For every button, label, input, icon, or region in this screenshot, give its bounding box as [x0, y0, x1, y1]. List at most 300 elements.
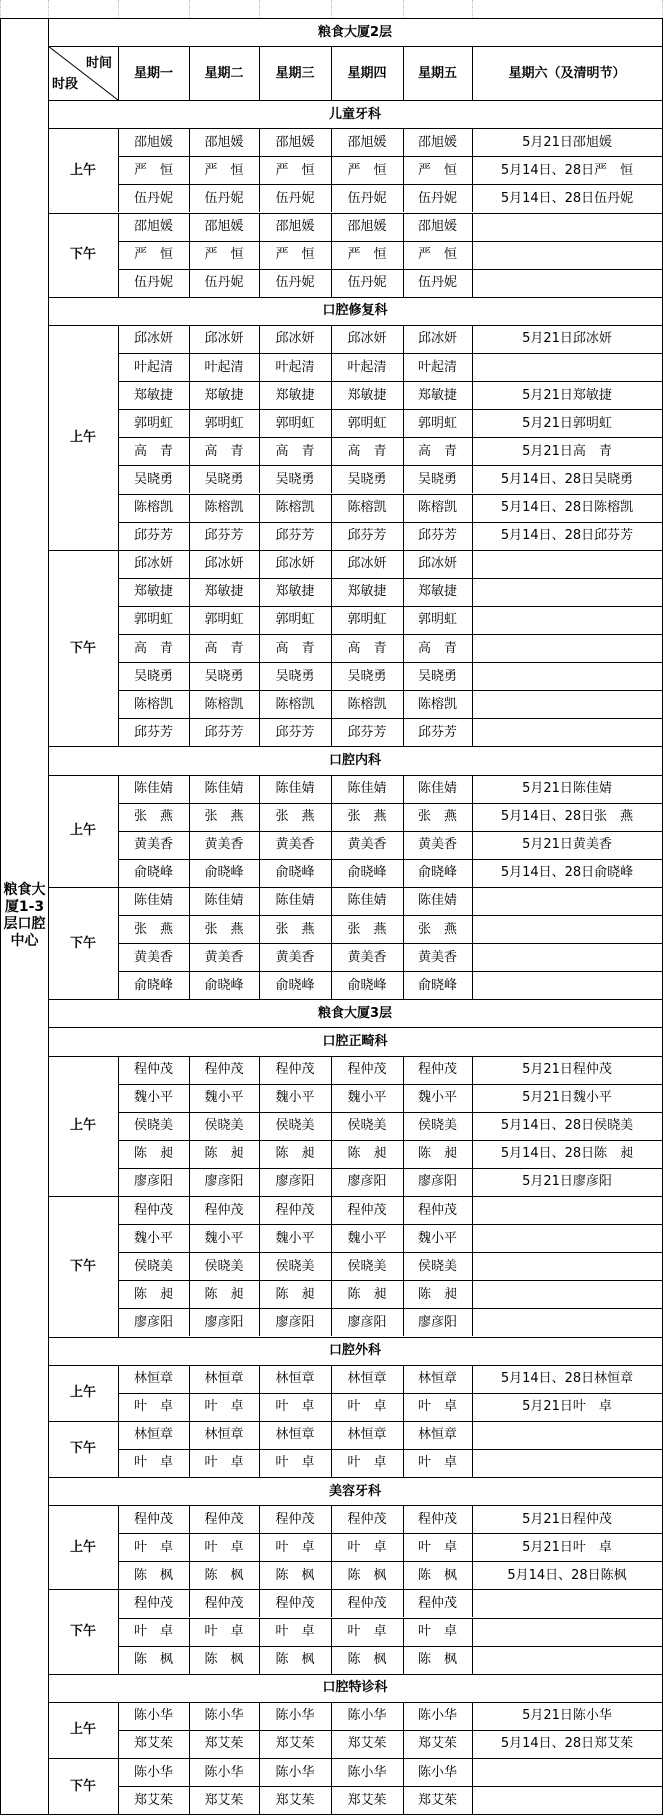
- doctor-name: 郑敏捷: [204, 387, 244, 403]
- department-title: 美容牙科: [328, 1483, 381, 1499]
- saturday-note: [472, 1646, 662, 1674]
- saturday-note: 5月21日叶 卓: [522, 1539, 612, 1555]
- doctor-name: 林恒章: [417, 1427, 457, 1443]
- saturday-note: 5月21日高 青: [522, 443, 612, 459]
- doctor-name: 邱冰妍: [204, 556, 244, 572]
- doctor-name: 叶 卓: [204, 1399, 244, 1415]
- doctor-name: 陈小华: [133, 1764, 173, 1780]
- saturday-note: [472, 943, 662, 971]
- doctor-name: 郭明虹: [275, 415, 315, 431]
- saturday-note: [472, 634, 662, 662]
- day-header: 星期五: [417, 65, 457, 81]
- saturday-note: [472, 578, 662, 606]
- doctor-name: 陈佳婧: [417, 781, 457, 797]
- col-border: [189, 46, 190, 100]
- doctor-name: 高 青: [133, 640, 173, 656]
- doctor-name: 程仲茂: [417, 1062, 457, 1078]
- doctor-name: 郑敏捷: [204, 584, 244, 600]
- doctor-name: 侯晓美: [204, 1118, 244, 1134]
- doctor-name: 吴晓勇: [275, 668, 315, 684]
- period-label: 下午: [69, 247, 96, 263]
- col-border: [403, 46, 404, 100]
- doctor-name: 陈榕凯: [133, 500, 173, 516]
- doctor-name: 邵旭媛: [133, 219, 173, 235]
- center-column-border: [48, 18, 49, 1814]
- doctor-name: 严 恒: [133, 162, 173, 178]
- period-label: 上午: [69, 1385, 96, 1401]
- doctor-name: 魏小平: [133, 1230, 173, 1246]
- doctor-name: 郑艾茱: [417, 1736, 457, 1752]
- doctor-name: 郑敏捷: [347, 584, 387, 600]
- doctor-name: 廖彦阳: [275, 1314, 315, 1330]
- period-label: 上午: [69, 162, 96, 178]
- doctor-name: 林恒章: [204, 1371, 244, 1387]
- doctor-name: 侯晓美: [417, 1258, 457, 1274]
- doctor-name: 程仲茂: [204, 1595, 244, 1611]
- doctor-name: 郑艾茱: [204, 1736, 244, 1752]
- doctor-name: 俞晓峰: [275, 977, 315, 993]
- doctor-name: 魏小平: [417, 1090, 457, 1106]
- doctor-name: 高 青: [347, 640, 387, 656]
- doctor-name: 邱芬芳: [275, 528, 315, 544]
- doctor-name: 郑敏捷: [133, 584, 173, 600]
- doctor-name: 侯晓美: [204, 1258, 244, 1274]
- doctor-name: 廖彦阳: [275, 1174, 315, 1190]
- doctor-name: 邱芬芳: [204, 724, 244, 740]
- doctor-name: 林恒章: [204, 1427, 244, 1443]
- doctor-name: 叶 卓: [204, 1539, 244, 1555]
- corner-time-label: 时间: [85, 56, 112, 72]
- doctor-name: 郑艾茱: [133, 1792, 173, 1808]
- doctor-name: 陈 枫: [347, 1652, 387, 1668]
- doctor-name: 伍丹妮: [204, 275, 244, 291]
- doctor-name: 陈佳婧: [275, 781, 315, 797]
- doctor-name: 廖彦阳: [347, 1174, 387, 1190]
- saturday-note: 5月14日、28日侯晓美: [500, 1118, 634, 1134]
- saturday-note: [472, 1252, 662, 1280]
- sheet-gridline: [662, 0, 663, 18]
- doctor-name: 陈 昶: [347, 1286, 387, 1302]
- saturday-note: 5月21日郑敏捷: [522, 387, 612, 403]
- doctor-name: 吴晓勇: [347, 668, 387, 684]
- saturday-note: [472, 1589, 662, 1617]
- saturday-note: 5月14日、28日陈枫: [507, 1567, 627, 1583]
- doctor-name: 张 燕: [204, 921, 244, 937]
- doctor-name: 伍丹妮: [417, 190, 457, 206]
- doctor-name: 林恒章: [275, 1371, 315, 1387]
- doctor-name: 俞晓峰: [275, 865, 315, 881]
- department-title: 口腔修复科: [322, 303, 388, 319]
- doctor-name: 魏小平: [204, 1090, 244, 1106]
- doctor-name: 叶 卓: [204, 1624, 244, 1640]
- department-title: 口腔外科: [328, 1343, 381, 1359]
- doctor-name: 吴晓勇: [417, 668, 457, 684]
- doctor-name: 严 恒: [417, 162, 457, 178]
- saturday-note: 5月14日、28日邱芬芳: [500, 528, 634, 544]
- doctor-name: 黄美香: [417, 837, 457, 853]
- doctor-name: 程仲茂: [347, 1062, 387, 1078]
- sheet-gridline: [48, 0, 49, 18]
- doctor-name: 高 青: [347, 443, 387, 459]
- doctor-name: 陈小华: [275, 1708, 315, 1724]
- doctor-name: 陈小华: [133, 1708, 173, 1724]
- doctor-name: 程仲茂: [133, 1202, 173, 1218]
- doctor-name: 伍丹妮: [204, 190, 244, 206]
- doctor-name: 陈 昶: [417, 1286, 457, 1302]
- doctor-name: 叶 卓: [347, 1399, 387, 1415]
- doctor-name: 陈榕凯: [204, 500, 244, 516]
- doctor-name: 邵旭媛: [133, 134, 173, 150]
- saturday-note: [472, 971, 662, 999]
- doctor-name: 叶 卓: [133, 1624, 173, 1640]
- doctor-name: 邱芬芳: [347, 724, 387, 740]
- doctor-name: 陈榕凯: [133, 696, 173, 712]
- doctor-name: 张 燕: [133, 809, 173, 825]
- doctor-name: 俞晓峰: [204, 865, 244, 881]
- saturday-note: [472, 1224, 662, 1252]
- doctor-name: 林恒章: [347, 1371, 387, 1387]
- doctor-name: 张 燕: [275, 921, 315, 937]
- doctor-name: 黄美香: [275, 949, 315, 965]
- doctor-name: 陈佳婧: [417, 893, 457, 909]
- saturday-note: [472, 1618, 662, 1646]
- col-border: [118, 46, 119, 100]
- doctor-name: 陈 昶: [133, 1146, 173, 1162]
- doctor-name: 程仲茂: [417, 1595, 457, 1611]
- period-label: 下午: [69, 1778, 96, 1794]
- doctor-name: 叶 卓: [275, 1399, 315, 1415]
- doctor-name: 陈小华: [417, 1708, 457, 1724]
- doctor-name: 黄美香: [204, 949, 244, 965]
- doctor-name: 陈榕凯: [417, 696, 457, 712]
- doctor-name: 高 青: [275, 443, 315, 459]
- doctor-name: 陈小华: [204, 1764, 244, 1780]
- doctor-name: 叶起清: [417, 359, 457, 375]
- doctor-name: 陈佳婧: [204, 781, 244, 797]
- doctor-name: 邱芬芳: [275, 724, 315, 740]
- doctor-name: 侯晓美: [133, 1258, 173, 1274]
- saturday-note: 5月21日陈佳婧: [522, 781, 612, 797]
- doctor-name: 郭明虹: [133, 415, 173, 431]
- saturday-note: 5月21日廖彦阳: [522, 1174, 612, 1190]
- doctor-name: 魏小平: [275, 1090, 315, 1106]
- doctor-name: 程仲茂: [275, 1062, 315, 1078]
- sheet-gridline: [403, 0, 404, 18]
- saturday-note: 5月21日程仲茂: [522, 1062, 612, 1078]
- doctor-name: 郑艾茱: [417, 1792, 457, 1808]
- day-header: 星期一: [133, 65, 173, 81]
- sheet-gridline: [0, 0, 1, 18]
- doctor-name: 陈榕凯: [204, 696, 244, 712]
- saturday-note: [472, 718, 662, 746]
- saturday-note: 5月21日陈小华: [522, 1708, 612, 1724]
- doctor-name: 陈 枫: [133, 1567, 173, 1583]
- doctor-name: 程仲茂: [417, 1511, 457, 1527]
- doctor-name: 黄美香: [133, 949, 173, 965]
- doctor-name: 陈佳婧: [347, 781, 387, 797]
- doctor-name: 邱冰妍: [275, 556, 315, 572]
- doctor-name: 严 恒: [204, 162, 244, 178]
- doctor-name: 俞晓峰: [204, 977, 244, 993]
- doctor-name: 郭明虹: [417, 415, 457, 431]
- day-header: 星期二: [204, 65, 244, 81]
- doctor-name: 俞晓峰: [417, 977, 457, 993]
- doctor-name: 高 青: [204, 640, 244, 656]
- sheet-gridline: [331, 0, 332, 18]
- doctor-name: 邵旭媛: [275, 134, 315, 150]
- period-label: 下午: [69, 1441, 96, 1457]
- doctor-name: 陈 昶: [204, 1146, 244, 1162]
- doctor-name: 陈 枫: [417, 1567, 457, 1583]
- doctor-name: 郭明虹: [133, 612, 173, 628]
- doctor-name: 邱芬芳: [133, 528, 173, 544]
- doctor-name: 郑敏捷: [275, 387, 315, 403]
- doctor-name: 郑敏捷: [417, 387, 457, 403]
- doctor-name: 陈 枫: [275, 1567, 315, 1583]
- doctor-name: 陈小华: [347, 1764, 387, 1780]
- saturday-note: [472, 1308, 662, 1336]
- saturday-note: 5月21日魏小平: [522, 1090, 612, 1106]
- sheet-gridline: [118, 0, 119, 18]
- doctor-name: 郭明虹: [275, 612, 315, 628]
- saturday-note: 5月14日、28日林恒章: [500, 1371, 634, 1387]
- doctor-name: 伍丹妮: [347, 275, 387, 291]
- doctor-name: 邱芬芳: [347, 528, 387, 544]
- doctor-name: 郑艾茱: [347, 1736, 387, 1752]
- sheet-gridline: [189, 0, 190, 18]
- doctor-name: 廖彦阳: [133, 1314, 173, 1330]
- doctor-name: 邱芬芳: [204, 528, 244, 544]
- doctor-name: 程仲茂: [347, 1595, 387, 1611]
- saturday-note: 5月14日、28日伍丹妮: [500, 190, 634, 206]
- doctor-name: 邱冰妍: [275, 331, 315, 347]
- doctor-name: 陈榕凯: [347, 696, 387, 712]
- doctor-name: 叶 卓: [347, 1455, 387, 1471]
- doctor-name: 邵旭媛: [347, 134, 387, 150]
- doctor-name: 陈 枫: [275, 1652, 315, 1668]
- saturday-note: 5月14日、28日俞晓峰: [500, 865, 634, 881]
- doctor-name: 程仲茂: [275, 1595, 315, 1611]
- saturday-note: [472, 1758, 662, 1786]
- doctor-name: 廖彦阳: [417, 1314, 457, 1330]
- period-label: 下午: [69, 935, 96, 951]
- saturday-note: [472, 1280, 662, 1308]
- doctor-name: 郑敏捷: [133, 387, 173, 403]
- period-label: 上午: [69, 1118, 96, 1134]
- doctor-name: 吴晓勇: [347, 471, 387, 487]
- doctor-name: 陈 昶: [204, 1286, 244, 1302]
- doctor-name: 叶 卓: [133, 1399, 173, 1415]
- doctor-name: 吴晓勇: [133, 471, 173, 487]
- doctor-name: 郭明虹: [204, 612, 244, 628]
- doctor-name: 张 燕: [347, 809, 387, 825]
- saturday-note: 5月14日、28日郑艾茱: [500, 1736, 634, 1752]
- period-label: 上午: [69, 823, 96, 839]
- doctor-name: 俞晓峰: [347, 865, 387, 881]
- doctor-name: 严 恒: [133, 247, 173, 263]
- doctor-name: 陈佳婧: [347, 893, 387, 909]
- saturday-note: 5月21日黄美香: [522, 837, 612, 853]
- doctor-name: 郭明虹: [417, 612, 457, 628]
- saturday-note: [472, 662, 662, 690]
- doctor-name: 高 青: [417, 443, 457, 459]
- saturday-note: [472, 915, 662, 943]
- doctor-name: 叶 卓: [275, 1455, 315, 1471]
- doctor-name: 吴晓勇: [417, 471, 457, 487]
- day-header: 星期六（及清明节）: [508, 65, 626, 81]
- doctor-name: 俞晓峰: [133, 977, 173, 993]
- doctor-name: 陈 枫: [204, 1567, 244, 1583]
- doctor-name: 黄美香: [347, 837, 387, 853]
- saturday-note: 5月14日、28日张 燕: [500, 809, 634, 825]
- doctor-name: 郑敏捷: [347, 387, 387, 403]
- saturday-note: [472, 269, 662, 297]
- doctor-name: 叶起清: [347, 359, 387, 375]
- doctor-name: 陈榕凯: [347, 500, 387, 516]
- saturday-note: [472, 1196, 662, 1224]
- doctor-name: 郭明虹: [347, 612, 387, 628]
- doctor-name: 严 恒: [417, 247, 457, 263]
- doctor-name: 陈 枫: [133, 1652, 173, 1668]
- doctor-name: 伍丹妮: [275, 275, 315, 291]
- doctor-name: 伍丹妮: [133, 190, 173, 206]
- period-label: 上午: [69, 1539, 96, 1555]
- doctor-name: 程仲茂: [275, 1511, 315, 1527]
- period-label: 上午: [69, 1722, 96, 1738]
- doctor-name: 邵旭媛: [204, 219, 244, 235]
- doctor-name: 张 燕: [133, 921, 173, 937]
- doctor-name: 俞晓峰: [133, 865, 173, 881]
- doctor-name: 陈榕凯: [417, 500, 457, 516]
- doctor-name: 邱冰妍: [417, 331, 457, 347]
- day-header: 星期四: [347, 65, 387, 81]
- doctor-name: 侯晓美: [347, 1258, 387, 1274]
- col-border: [472, 46, 473, 100]
- doctor-name: 叶起清: [133, 359, 173, 375]
- doctor-name: 伍丹妮: [133, 275, 173, 291]
- doctor-name: 邱芬芳: [133, 724, 173, 740]
- doctor-name: 邵旭媛: [275, 219, 315, 235]
- doctor-name: 高 青: [133, 443, 173, 459]
- doctor-name: 廖彦阳: [133, 1174, 173, 1190]
- period-label: 下午: [69, 640, 96, 656]
- doctor-name: 叶 卓: [275, 1624, 315, 1640]
- doctor-name: 叶 卓: [347, 1539, 387, 1555]
- saturday-note: 5月21日郭明虹: [522, 415, 612, 431]
- doctor-name: 黄美香: [204, 837, 244, 853]
- doctor-name: 廖彦阳: [204, 1314, 244, 1330]
- doctor-name: 陈 昶: [275, 1146, 315, 1162]
- doctor-name: 陈 昶: [417, 1146, 457, 1162]
- doctor-name: 陈佳婧: [133, 893, 173, 909]
- doctor-name: 严 恒: [275, 247, 315, 263]
- doctor-name: 严 恒: [347, 247, 387, 263]
- doctor-name: 陈佳婧: [133, 781, 173, 797]
- doctor-name: 程仲茂: [133, 1062, 173, 1078]
- saturday-note: 5月21日邱冰妍: [522, 331, 612, 347]
- doctor-name: 侯晓美: [347, 1118, 387, 1134]
- saturday-note: [472, 690, 662, 718]
- col-border: [331, 46, 332, 100]
- doctor-name: 郑敏捷: [417, 584, 457, 600]
- doctor-name: 伍丹妮: [347, 190, 387, 206]
- doctor-name: 邱芬芳: [417, 724, 457, 740]
- doctor-name: 邱冰妍: [417, 556, 457, 572]
- doctor-name: 魏小平: [347, 1090, 387, 1106]
- doctor-name: 邵旭媛: [417, 134, 457, 150]
- doctor-name: 程仲茂: [204, 1511, 244, 1527]
- doctor-name: 郑艾茱: [275, 1736, 315, 1752]
- doctor-name: 陈 枫: [347, 1567, 387, 1583]
- doctor-name: 陈榕凯: [275, 696, 315, 712]
- doctor-name: 邵旭媛: [347, 219, 387, 235]
- saturday-note: 5月21日邵旭媛: [522, 134, 612, 150]
- floor-title: 粮食大厦3层: [317, 1005, 393, 1021]
- saturday-note: [472, 1421, 662, 1449]
- doctor-name: 陈榕凯: [275, 500, 315, 516]
- doctor-name: 黄美香: [347, 949, 387, 965]
- saturday-note: [472, 353, 662, 381]
- doctor-name: 叶 卓: [347, 1624, 387, 1640]
- doctor-name: 严 恒: [275, 162, 315, 178]
- doctor-name: 黄美香: [133, 837, 173, 853]
- doctor-name: 高 青: [275, 640, 315, 656]
- doctor-name: 廖彦阳: [417, 1174, 457, 1190]
- sheet-gridline: [259, 0, 260, 18]
- doctor-name: 叶 卓: [417, 1399, 457, 1415]
- doctor-name: 程仲茂: [347, 1511, 387, 1527]
- doctor-name: 陈小华: [347, 1708, 387, 1724]
- table-right-border: [662, 18, 663, 1815]
- doctor-name: 俞晓峰: [417, 865, 457, 881]
- doctor-name: 郭明虹: [204, 415, 244, 431]
- doctor-name: 程仲茂: [133, 1595, 173, 1611]
- doctor-name: 严 恒: [347, 162, 387, 178]
- doctor-name: 侯晓美: [417, 1118, 457, 1134]
- doctor-name: 魏小平: [275, 1230, 315, 1246]
- doctor-name: 邱冰妍: [347, 331, 387, 347]
- department-title: 儿童牙科: [328, 106, 381, 122]
- doctor-name: 吴晓勇: [275, 471, 315, 487]
- doctor-name: 郑艾茱: [133, 1736, 173, 1752]
- saturday-note: [472, 606, 662, 634]
- doctor-name: 陈 枫: [417, 1652, 457, 1668]
- doctor-name: 叶 卓: [275, 1539, 315, 1555]
- doctor-name: 陈 枫: [204, 1652, 244, 1668]
- doctor-name: 林恒章: [133, 1427, 173, 1443]
- doctor-name: 张 燕: [204, 809, 244, 825]
- doctor-name: 黄美香: [417, 949, 457, 965]
- doctor-name: 伍丹妮: [417, 275, 457, 291]
- doctor-name: 魏小平: [204, 1230, 244, 1246]
- doctor-name: 程仲茂: [133, 1511, 173, 1527]
- doctor-name: 叶 卓: [417, 1455, 457, 1471]
- saturday-note: [472, 550, 662, 578]
- doctor-name: 高 青: [204, 443, 244, 459]
- col-border: [259, 46, 260, 100]
- doctor-name: 郭明虹: [347, 415, 387, 431]
- doctor-name: 陈小华: [417, 1764, 457, 1780]
- floor-title: 粮食大厦2层: [317, 24, 393, 40]
- saturday-note: [472, 213, 662, 241]
- doctor-name: 林恒章: [417, 1371, 457, 1387]
- saturday-note: 5月14日、28日陈榕凯: [500, 500, 634, 516]
- doctor-name: 郑艾茱: [347, 1792, 387, 1808]
- doctor-name: 林恒章: [275, 1427, 315, 1443]
- doctor-name: 郑艾茱: [204, 1792, 244, 1808]
- saturday-note: 5月14日、28日吴晓勇: [500, 471, 634, 487]
- doctor-name: 郑敏捷: [275, 584, 315, 600]
